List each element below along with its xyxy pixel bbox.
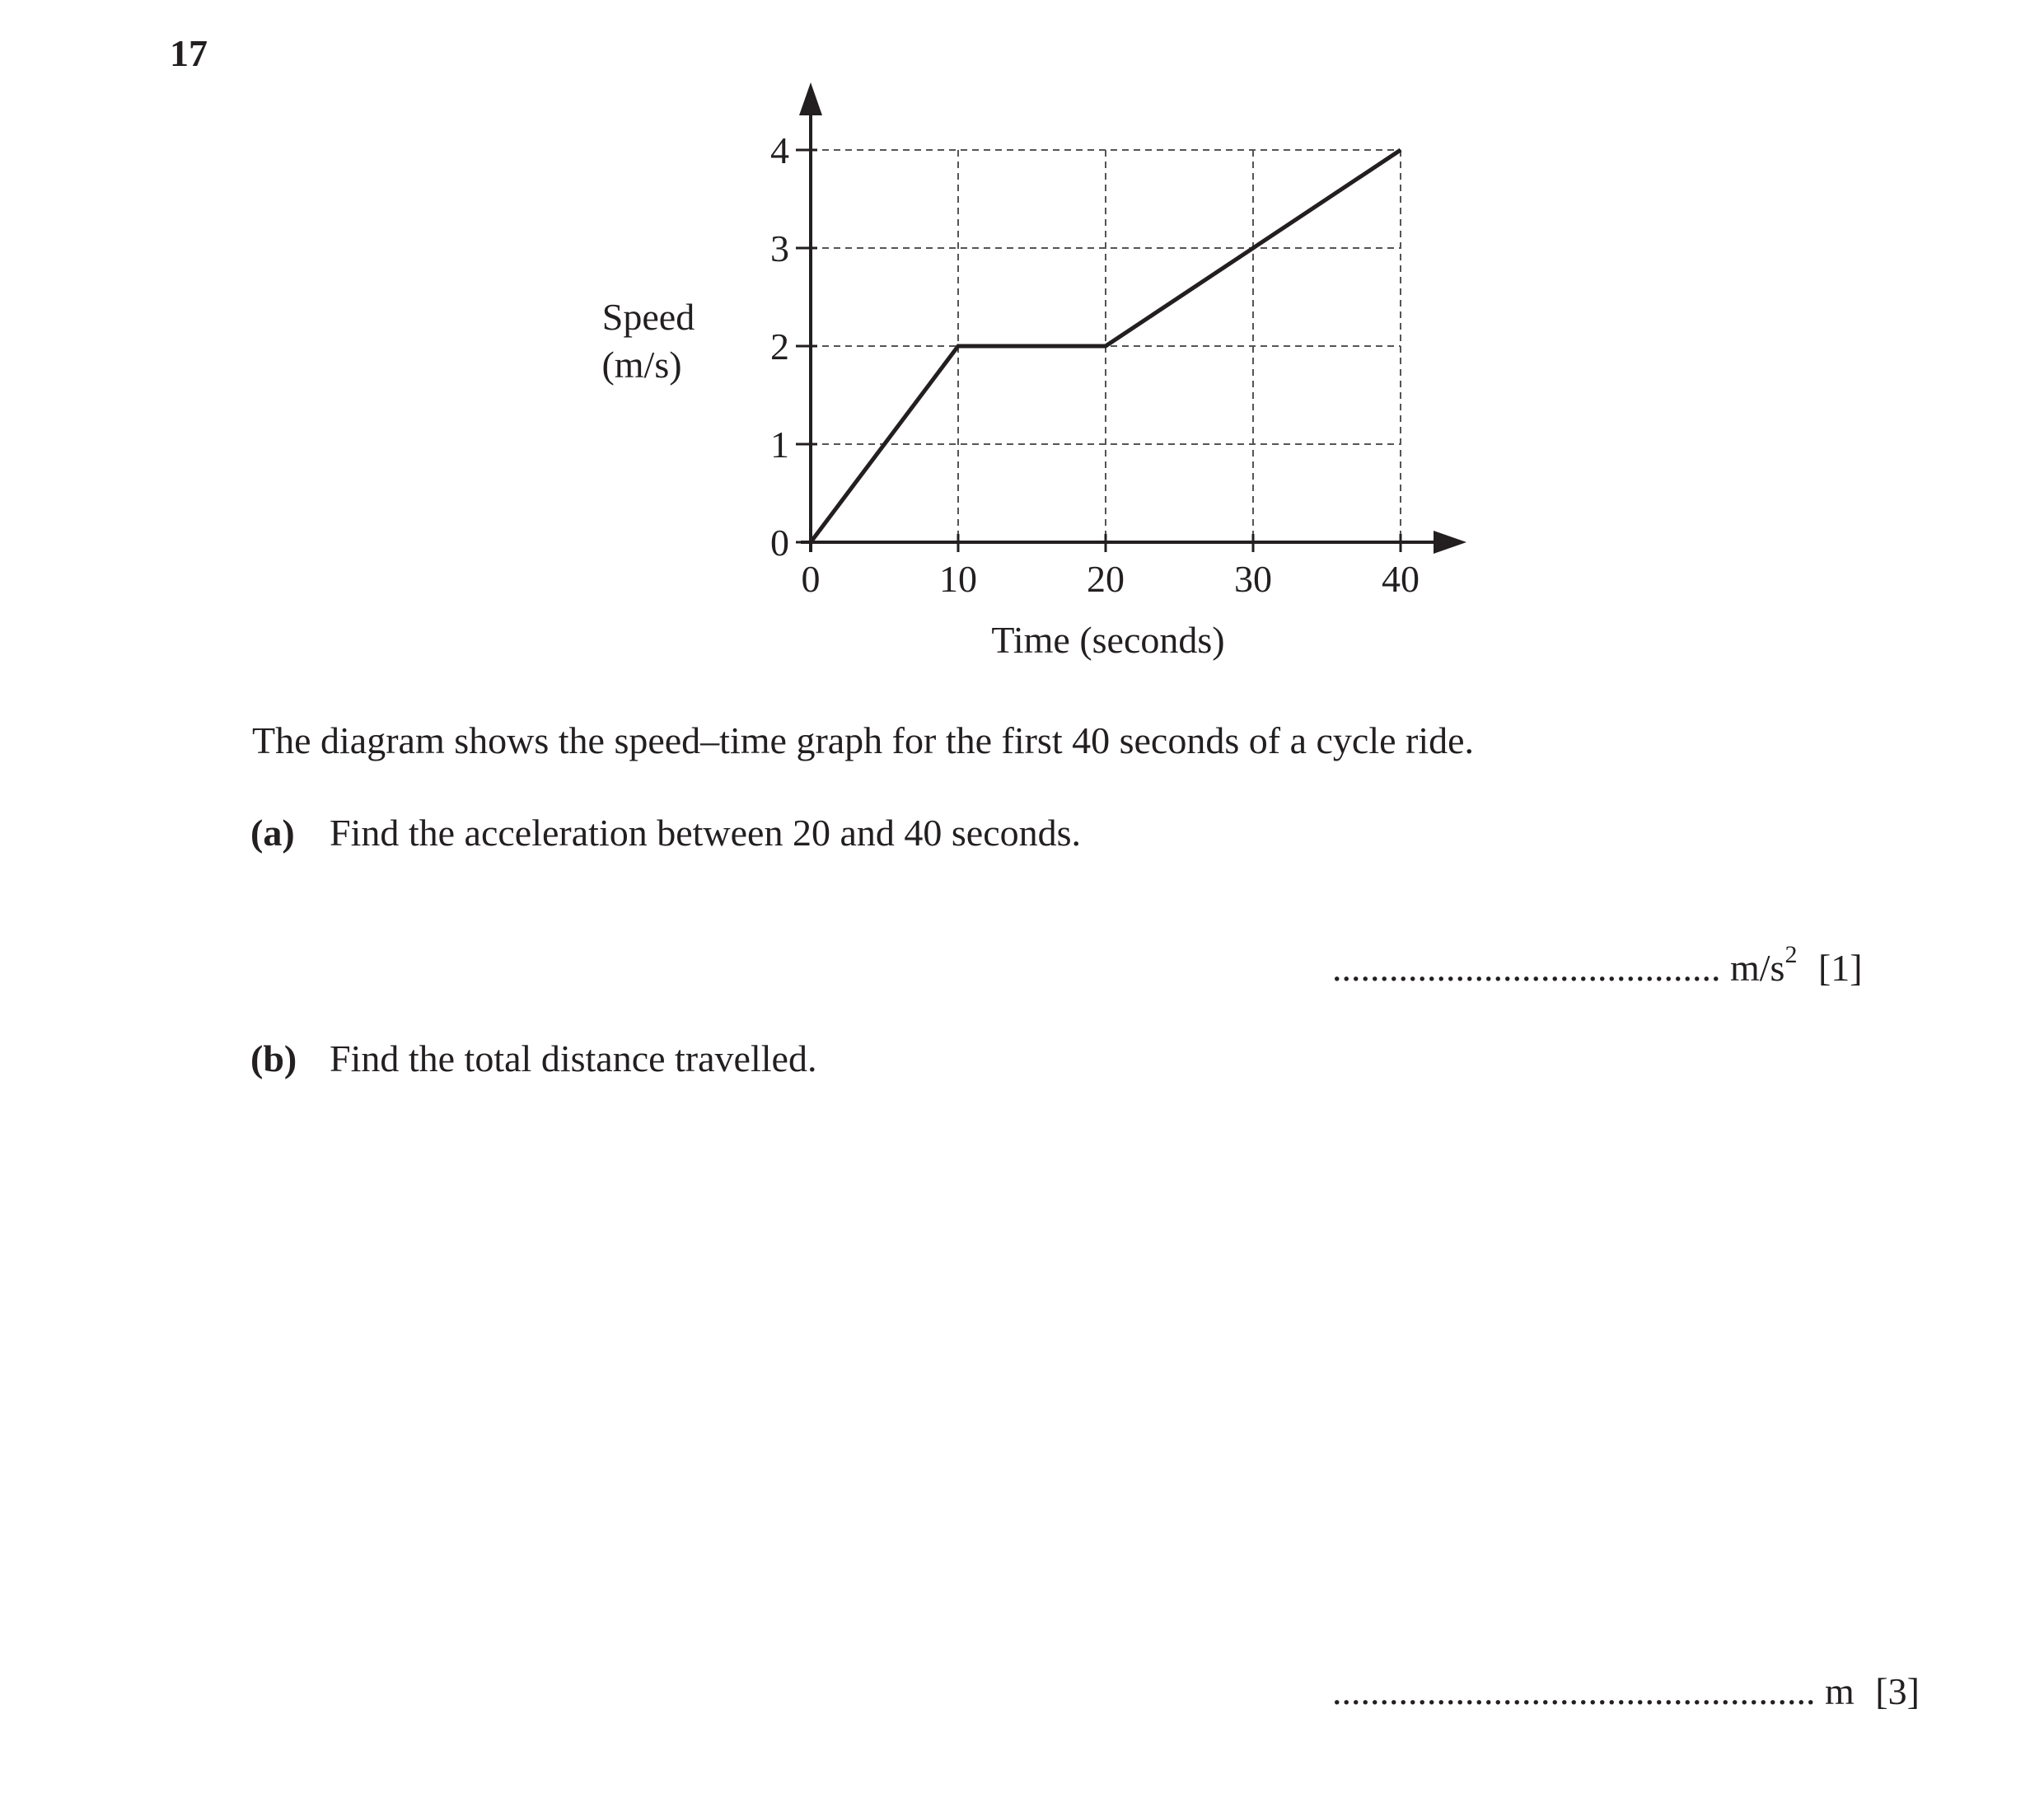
part-a-unit: $m/s^2$ (1730, 941, 1798, 989)
part-a-question: Find the acceleration between 20 and 40 seconds. (330, 812, 1082, 854)
x-tick-label-0: 0 (801, 558, 821, 600)
x-tick-label-20: 20 (1087, 558, 1125, 600)
question-number: 17 (170, 32, 208, 74)
y-tick-label-0: 0 (770, 522, 789, 564)
axes (796, 82, 1466, 554)
y-axis-title-line1: Speed (601, 296, 695, 338)
part-a-answer-line (1332, 941, 1863, 989)
x-axis-title: Time (seconds) (991, 619, 1225, 661)
part-b-label: (b) (250, 1037, 297, 1079)
y-tick-label-4: 4 (770, 129, 789, 171)
y-axis-arrow-icon (799, 82, 822, 115)
y-tick-label-3: 3 (770, 227, 789, 269)
part-b-question: Find the total distance travelled. (330, 1037, 817, 1079)
part-b-answer-line (1332, 1670, 1920, 1712)
part-a-label: (a) (250, 812, 295, 854)
y-tick-label-1: 1 (770, 424, 789, 466)
part-b-unit: m (1825, 1670, 1855, 1712)
x-tick-label-30: 30 (1234, 558, 1272, 600)
x-axis-arrow-icon (1434, 531, 1466, 554)
y-axis-title-line2: (m/s) (601, 344, 682, 386)
x-tick-label-10: 10 (939, 558, 977, 600)
x-tick-label-40: 40 (1382, 558, 1420, 600)
part-b-marks: [3] (1875, 1670, 1920, 1712)
part-a-marks: [1] (1817, 947, 1863, 989)
speed-time-graph (0, 0, 2044, 676)
y-tick-label-2: 2 (770, 325, 789, 368)
intro-text: The diagram shows the speed–time graph for the first 40 seconds of a cycle ride. (252, 719, 1475, 761)
part-b-answer-dots: ................................................... (1332, 1670, 1816, 1712)
part-a-answer-dots: ......................................... (1332, 947, 1721, 989)
